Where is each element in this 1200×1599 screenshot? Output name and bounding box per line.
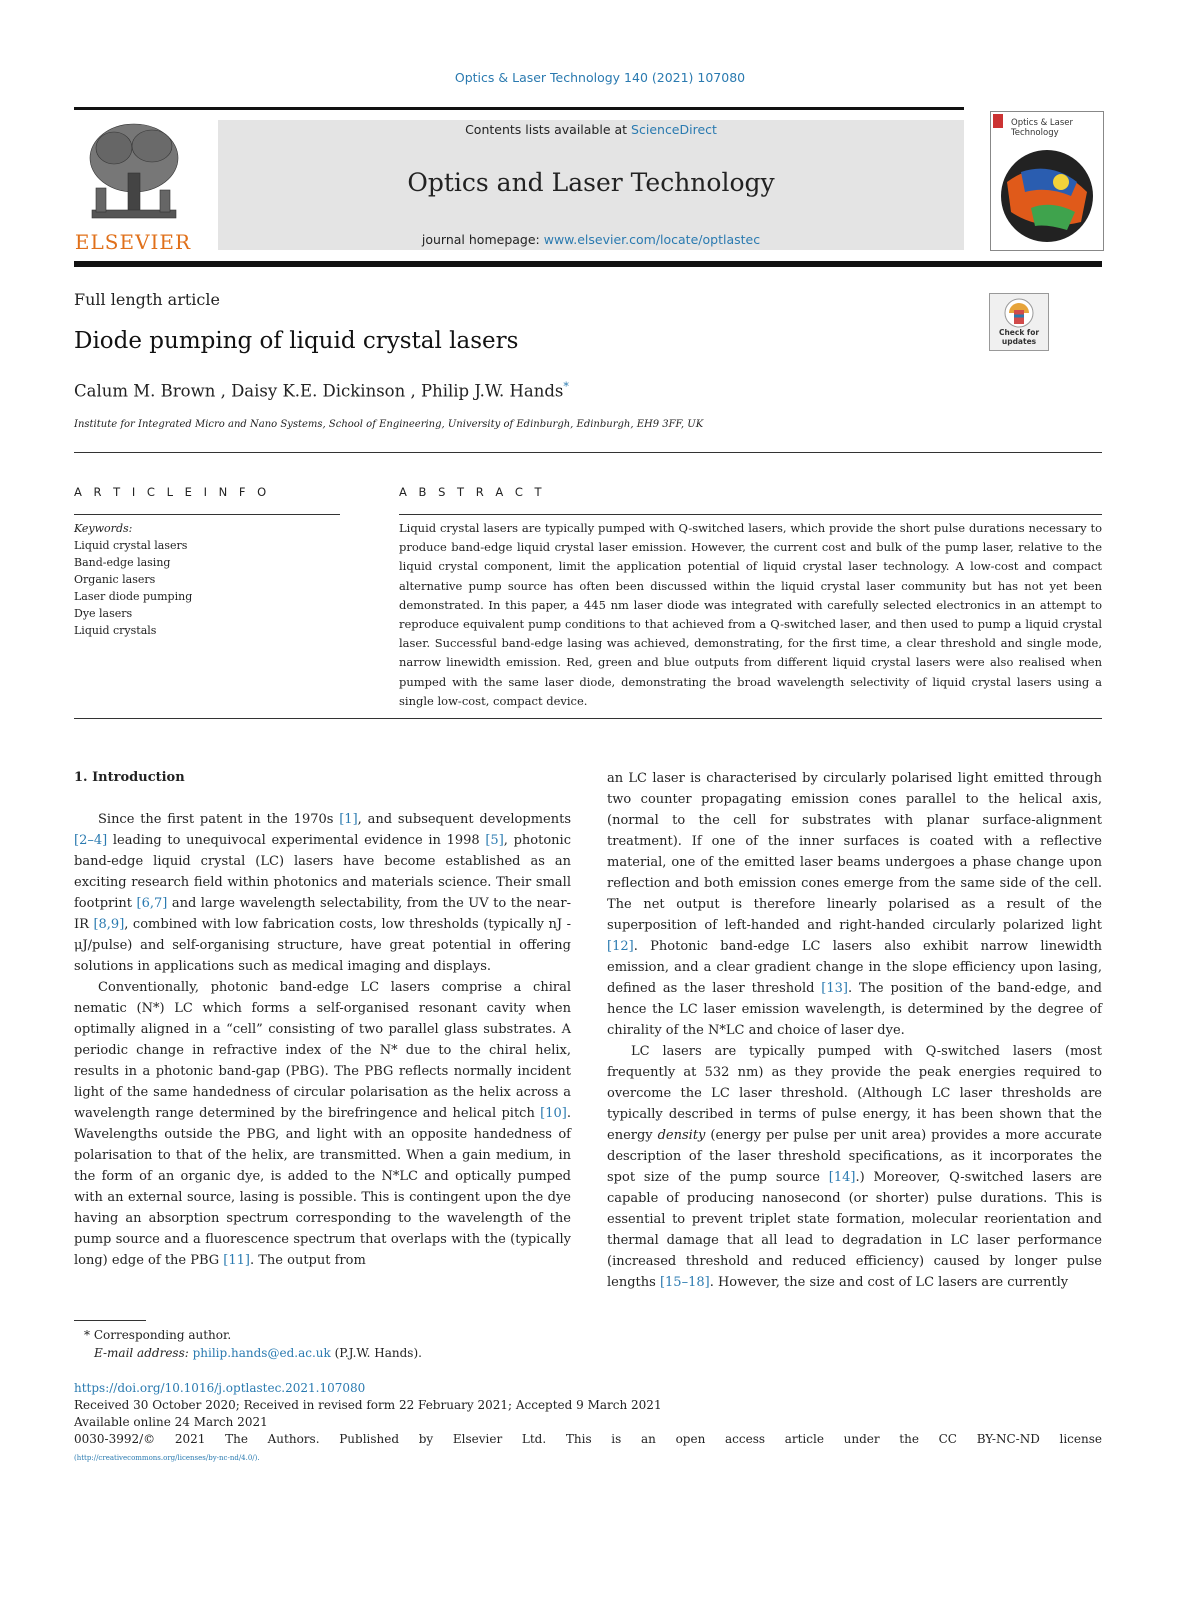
journal-name: Optics and Laser Technology: [407, 168, 775, 197]
abstract-text: Liquid crystal lasers are typically pumped with Q-switched lasers, which provide the short pulse durations necessary to produce band-edge liquid crystal laser emission. However, the current cost and bulk of the pump laser, relative to the liquid crystal component, limit the application potential of liquid crystal laser technology. A low-cost and compact alternative pump source has often been discussed within the liquid crystal laser community but has not yet been demonstrated. In this paper, a 445 nm laser diode was integrated with carefully selected electronics in an attempt to reproduce equivalent pump conditions to that achieved from a Q-switched laser, and then used to pump a liquid crystal laser. Successful band-edge lasing was achieved, demonstrating, for the first time, a clear threshold and single mode, narrow linewidth emission. Red, green and blue outputs from different liquid crystal lasers were also realised when pumped with the same laser diode, demonstrating the broad wavelength selectivity of liquid crystal lasers using a single low-cost, compact device.: [399, 521, 1102, 708]
citation-link[interactable]: [5]: [485, 833, 504, 848]
crossmark-label: Check for updates: [998, 328, 1040, 346]
citation-link[interactable]: [1]: [339, 812, 358, 827]
cover-title: Optics & Laser Technology: [1011, 118, 1074, 138]
citation-link[interactable]: [12]: [607, 939, 634, 954]
crossmark-button[interactable]: [989, 293, 1049, 351]
article-info-rule: [74, 514, 340, 515]
citation-link[interactable]: [2–4]: [74, 833, 108, 848]
citation-link[interactable]: [6,7]: [136, 896, 168, 911]
crossmark-icon: [990, 296, 1048, 330]
keyword: Organic lasers: [74, 573, 156, 586]
keyword: Liquid crystals: [74, 624, 157, 637]
title-rule: [74, 452, 1102, 453]
article-title: Diode pumping of liquid crystal lasers: [74, 328, 519, 354]
abstract-rule: [399, 514, 1102, 515]
abstract-heading: A B S T R A C T: [399, 485, 546, 499]
footer: [74, 1380, 1102, 1467]
elsevier-tree-logo: [74, 118, 192, 228]
journal-cover[interactable]: [990, 111, 1104, 251]
sciencedirect-link[interactable]: ScienceDirect: [631, 122, 717, 137]
citation-link[interactable]: [11]: [223, 1253, 250, 1268]
article-type: Full length article: [74, 290, 220, 309]
contents-prefix: Contents lists available at: [465, 122, 632, 137]
paragraph: LC lasers are typically pumped with Q-switched lasers (most frequently at 532 nm) as they provide the peak energies required to overcome the LC laser threshold. (Although LC laser thresholds are typically described in terms of pulse energy, it has been shown that the energy density (energy per pulse per unit area) provides a more accurate description of the laser threshold specifications, as it incorporates the spot size of the pump source [14].) Moreover, Q-switched lasers are capable of producing nanosecond (or shorter) pulse durations. This is essential to prevent triplet state formation, molecular reorientation and thermal damage that all lead to degradation in LC laser performance (increased threshold and reduced efficiency) caused by longer pulse lengths [15–18]. However, the size and cost of LC lasers are currently: [607, 1044, 1102, 1290]
license-link[interactable]: (http://creativecommons.org/licenses/by-nc-nd/4.0/).: [74, 1454, 260, 1462]
cover-artwork: [991, 112, 1103, 250]
keywords-block: [74, 520, 192, 639]
homepage-line: [218, 232, 964, 247]
keyword: Laser diode pumping: [74, 590, 193, 603]
header-main-rule: [74, 261, 1102, 267]
affiliation: Institute for Integrated Micro and Nano Systems, School of Engineering, University of Edinburgh, Edinburgh, EH9 3FF, UK: [74, 419, 704, 430]
corresponding-author-mark[interactable]: *: [563, 380, 569, 393]
keyword: Dye lasers: [74, 607, 133, 620]
doi-link[interactable]: https://doi.org/10.1016/j.optlastec.2021.107080: [74, 1381, 366, 1395]
elsevier-wordmark: ELSEVIER: [74, 230, 192, 254]
license-text: 0030-3992/© 2021 The Authors. Published by Elsevier Ltd. This is an open access article under the CC BY-NC-ND license: [74, 1432, 1102, 1446]
article-info-heading: A R T I C L E I N F O: [74, 485, 271, 499]
keyword: Band-edge lasing: [74, 556, 171, 569]
available-online: Available online 24 March 2021: [74, 1415, 268, 1429]
header-rule: [74, 107, 964, 110]
keyword: Liquid crystal lasers: [74, 539, 188, 552]
contents-line: [218, 122, 964, 137]
journal-reference[interactable]: Optics & Laser Technology 140 (2021) 107080: [454, 70, 746, 85]
body-column-left: [74, 809, 571, 1271]
paragraph: Since the first patent in the 1970s [1], and subsequent developments [2–4] leading to unequivocal experimental evidence in 1998 [5], photonic band-edge liquid crystal (LC) lasers have become established as an exciting research field within photonics and materials science. Their small footprint [6,7] and large wavelength selectability, from the UV to the near-IR [8,9], combined with low fabrication costs, low thresholds (typically nJ - μJ/pulse) and self-organising structure, have great potential in offering solutions in applications such as medical imaging and displays.: [74, 812, 571, 974]
citation-link[interactable]: [10]: [540, 1106, 567, 1121]
author-list: [74, 380, 569, 401]
authors-text: Calum M. Brown , Daisy K.E. Dickinson , Philip J.W. Hands: [74, 381, 564, 401]
body-column-right: [607, 768, 1102, 1293]
email-line: E-mail address: philip.hands@ed.ac.uk (P.J.W. Hands).: [94, 1346, 422, 1360]
footnote-rule: [74, 1320, 146, 1321]
homepage-prefix: journal homepage:: [421, 232, 544, 247]
paragraph: Conventionally, photonic band-edge LC lasers comprise a chiral nematic (N*) LC which forms a self-organised resonant cavity when optimally aligned in a “cell” consisting of two parallel glass substrates. A periodic change in refractive index of the N* due to the chiral helix, results in a photonic band-gap (PBG). The PBG reflects normally incident light of the same handedness of circular polarisation as the helix across a wavelength range determined by the birefringence and helical pitch [10]. Wavelengths outside the PBG, and light with an opposite handedness of polarisation to that of the helix, are transmitted. When a gain medium, in the form of an organic dye, is added to the N*LC and optically pumped with an external source, lasing is possible. This is contingent upon the dye having an absorption spectrum corresponding to the wavelength of the pump source and a fluorescence spectrum that overlaps with the (typically long) edge of the PBG [11]. The output from: [74, 980, 571, 1268]
keywords-label: Keywords:: [74, 522, 133, 535]
paragraph: an LC laser is characterised by circularly polarised light emitted through two counter propagating emission cones parallel to the helical axis, (normal to the cell for substrates with planar surface-alignment treatment). If one of the inner surfaces is coated with a reflective material, one of the emitted laser beams undergoes a phase change upon reflection and both emission cones emerge from the same side of the cell. The net output is therefore linearly polarised as a result of the superposition of left-handed and right-handed circularly polarized light [12]. Photonic band-edge LC lasers also exhibit narrow linewidth emission, and a clear gradient change in the slope efficiency upon lasing, defined as the laser threshold [13]. The position of the band-edge, and hence the LC laser emission wavelength, is determined by the degree of chirality of the N*LC and choice of laser dye.: [607, 771, 1102, 1038]
email-link[interactable]: philip.hands@ed.ac.uk: [192, 1346, 331, 1360]
homepage-link[interactable]: www.elsevier.com/locate/optlastec: [543, 232, 761, 247]
footnote: [84, 1326, 784, 1362]
citation-link[interactable]: [15–18]: [659, 1275, 710, 1290]
section-heading-introduction: 1. Introduction: [74, 770, 185, 785]
citation-link[interactable]: [8,9]: [93, 917, 125, 932]
citation-link[interactable]: [14]: [828, 1170, 856, 1185]
corresponding-author-note: * Corresponding author.: [84, 1328, 232, 1342]
received-dates: Received 30 October 2020; Received in revised form 22 February 2021; Accepted 9 March 2021: [74, 1398, 662, 1412]
abstract-bottom-rule: [74, 718, 1102, 719]
citation-link[interactable]: [13]: [821, 981, 848, 996]
